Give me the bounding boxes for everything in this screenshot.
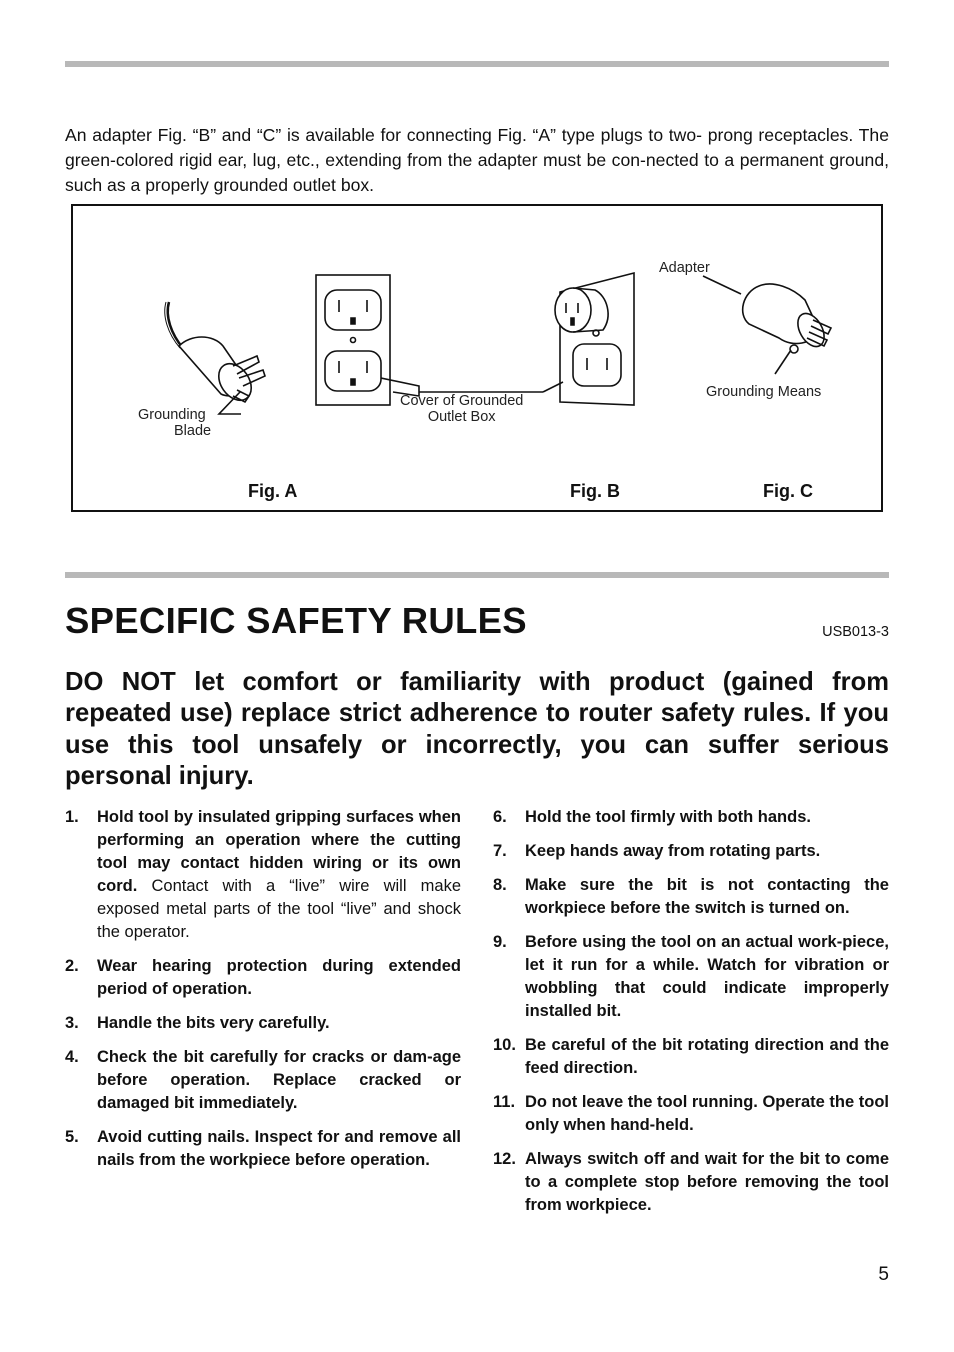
rule-number: 8. [493, 876, 507, 894]
rule-text [525, 840, 889, 863]
rule-number: 12. [493, 1150, 516, 1168]
grounding-figure [71, 204, 883, 512]
rule-item [65, 955, 461, 1001]
section-title: SPECIFIC SAFETY RULES [65, 600, 527, 641]
rule-item [493, 931, 889, 1023]
rule-bold-text: Do not leave the tool running. Operate the tool only when hand-held. [525, 1093, 889, 1134]
rule-text [525, 1091, 889, 1137]
rule-bold-text: Check the bit carefully for cracks or dam-age before operation. Replace cracked or damaged bit immediately. [97, 1048, 461, 1112]
rule-item [493, 840, 889, 863]
grounding-blade-label-line1: Grounding [138, 407, 206, 423]
rule-bold-text: Avoid cutting nails. Inspect for and remove all nails from the workpiece before operation. [97, 1128, 461, 1169]
cover-label-line2: Outlet Box [427, 409, 496, 425]
top-rule [65, 61, 889, 67]
rule-bold-text: Wear hearing protection during extended period of operation. [97, 957, 461, 998]
section-rule [65, 572, 889, 578]
rule-bold-text: Make sure the bit is not contacting the workpiece before the switch is turned on. [525, 876, 889, 917]
rule-bold-text: Hold the tool firmly with both hands. [525, 808, 811, 826]
rule-number: 5. [65, 1128, 79, 1146]
rule-bold-text: Always switch off and wait for the bit to come to a complete stop before removing the tool from workpiece. [525, 1150, 889, 1214]
grounding-means-label: Grounding Means [706, 384, 822, 400]
cover-label [400, 393, 523, 425]
rule-number: 7. [493, 842, 507, 860]
rule-text [97, 1046, 461, 1115]
rule-text [97, 1012, 461, 1035]
grounding-blade-label [138, 407, 211, 439]
rule-text [525, 1034, 889, 1080]
rule-bold-text: Hold tool by insulated gripping surfaces when performing an operation where the cutting tool may contact hidden wiring or its own cord. [97, 808, 461, 895]
page-number: 5 [878, 1264, 889, 1285]
rule-item [65, 806, 461, 944]
intro-paragraph: An adapter Fig. “B” and “C” is available for connecting Fig. “A” type plugs to two- prong receptacles. The green-colored rigid ear, lug, etc., extending from the adapter must be con-nected to a permanent ground, such as a properly grounded outlet box. [65, 125, 889, 196]
rule-item [65, 1126, 461, 1172]
rule-text [97, 806, 461, 944]
rules-column-left [65, 806, 461, 1183]
rule-bold-text: Keep hands away from rotating parts. [525, 842, 821, 860]
adapter-on-outlet-drawing [543, 273, 634, 405]
rule-bold-text: Before using the tool on an actual work-piece, let it run for a while. Watch for vibration or wobbling that could indicate improperly installed bit. [525, 933, 889, 1020]
fig-c-caption: Fig. C [763, 481, 813, 501]
section-code: USB013-3 [822, 624, 889, 640]
rule-text [525, 874, 889, 920]
grounding-illustration [73, 206, 881, 510]
rule-number: 3. [65, 1014, 79, 1032]
fig-b-caption: Fig. B [570, 481, 620, 501]
rule-item [493, 1034, 889, 1080]
rule-text [525, 806, 889, 829]
rule-text [525, 931, 889, 1023]
three-prong-plug-drawing [165, 302, 265, 414]
rule-number: 6. [493, 808, 507, 826]
rule-item [493, 806, 889, 829]
rule-item [493, 1091, 889, 1137]
rule-bold-text: Be careful of the bit rotating direction and the feed direction. [525, 1036, 889, 1077]
rule-number: 11. [493, 1093, 516, 1111]
rule-bold-text: Handle the bits very carefully. [97, 1014, 330, 1032]
rule-number: 4. [65, 1048, 79, 1066]
adapter-label: Adapter [659, 260, 710, 276]
rule-number: 2. [65, 957, 79, 975]
rule-number: 9. [493, 933, 507, 951]
rule-text [97, 1126, 461, 1172]
rule-item [493, 874, 889, 920]
rule-text [525, 1148, 889, 1217]
rule-normal-text: Contact with a “live” wire will make exposed metal parts of the tool “live” and shock the operator. [97, 877, 461, 941]
rule-item [65, 1012, 461, 1035]
rule-text [97, 955, 461, 1001]
adapter-drawing [703, 276, 831, 374]
rules-column-right [493, 806, 889, 1228]
rule-item [493, 1148, 889, 1217]
cover-label-line1: Cover of Grounded [400, 393, 524, 409]
warning-paragraph: DO NOT let comfort or familiarity with product (gained from repeated use) replace strict adherence to router safety rules. If you use this tool unsafely or incorrectly, you can suffer serious personal injury. [65, 668, 889, 791]
rule-number: 10. [493, 1036, 516, 1054]
grounding-blade-label-line2: Blade [174, 423, 212, 439]
fig-a-caption: Fig. A [248, 481, 298, 501]
duplex-receptacle-drawing [316, 275, 543, 405]
rule-number: 1. [65, 808, 79, 826]
rule-item [65, 1046, 461, 1115]
